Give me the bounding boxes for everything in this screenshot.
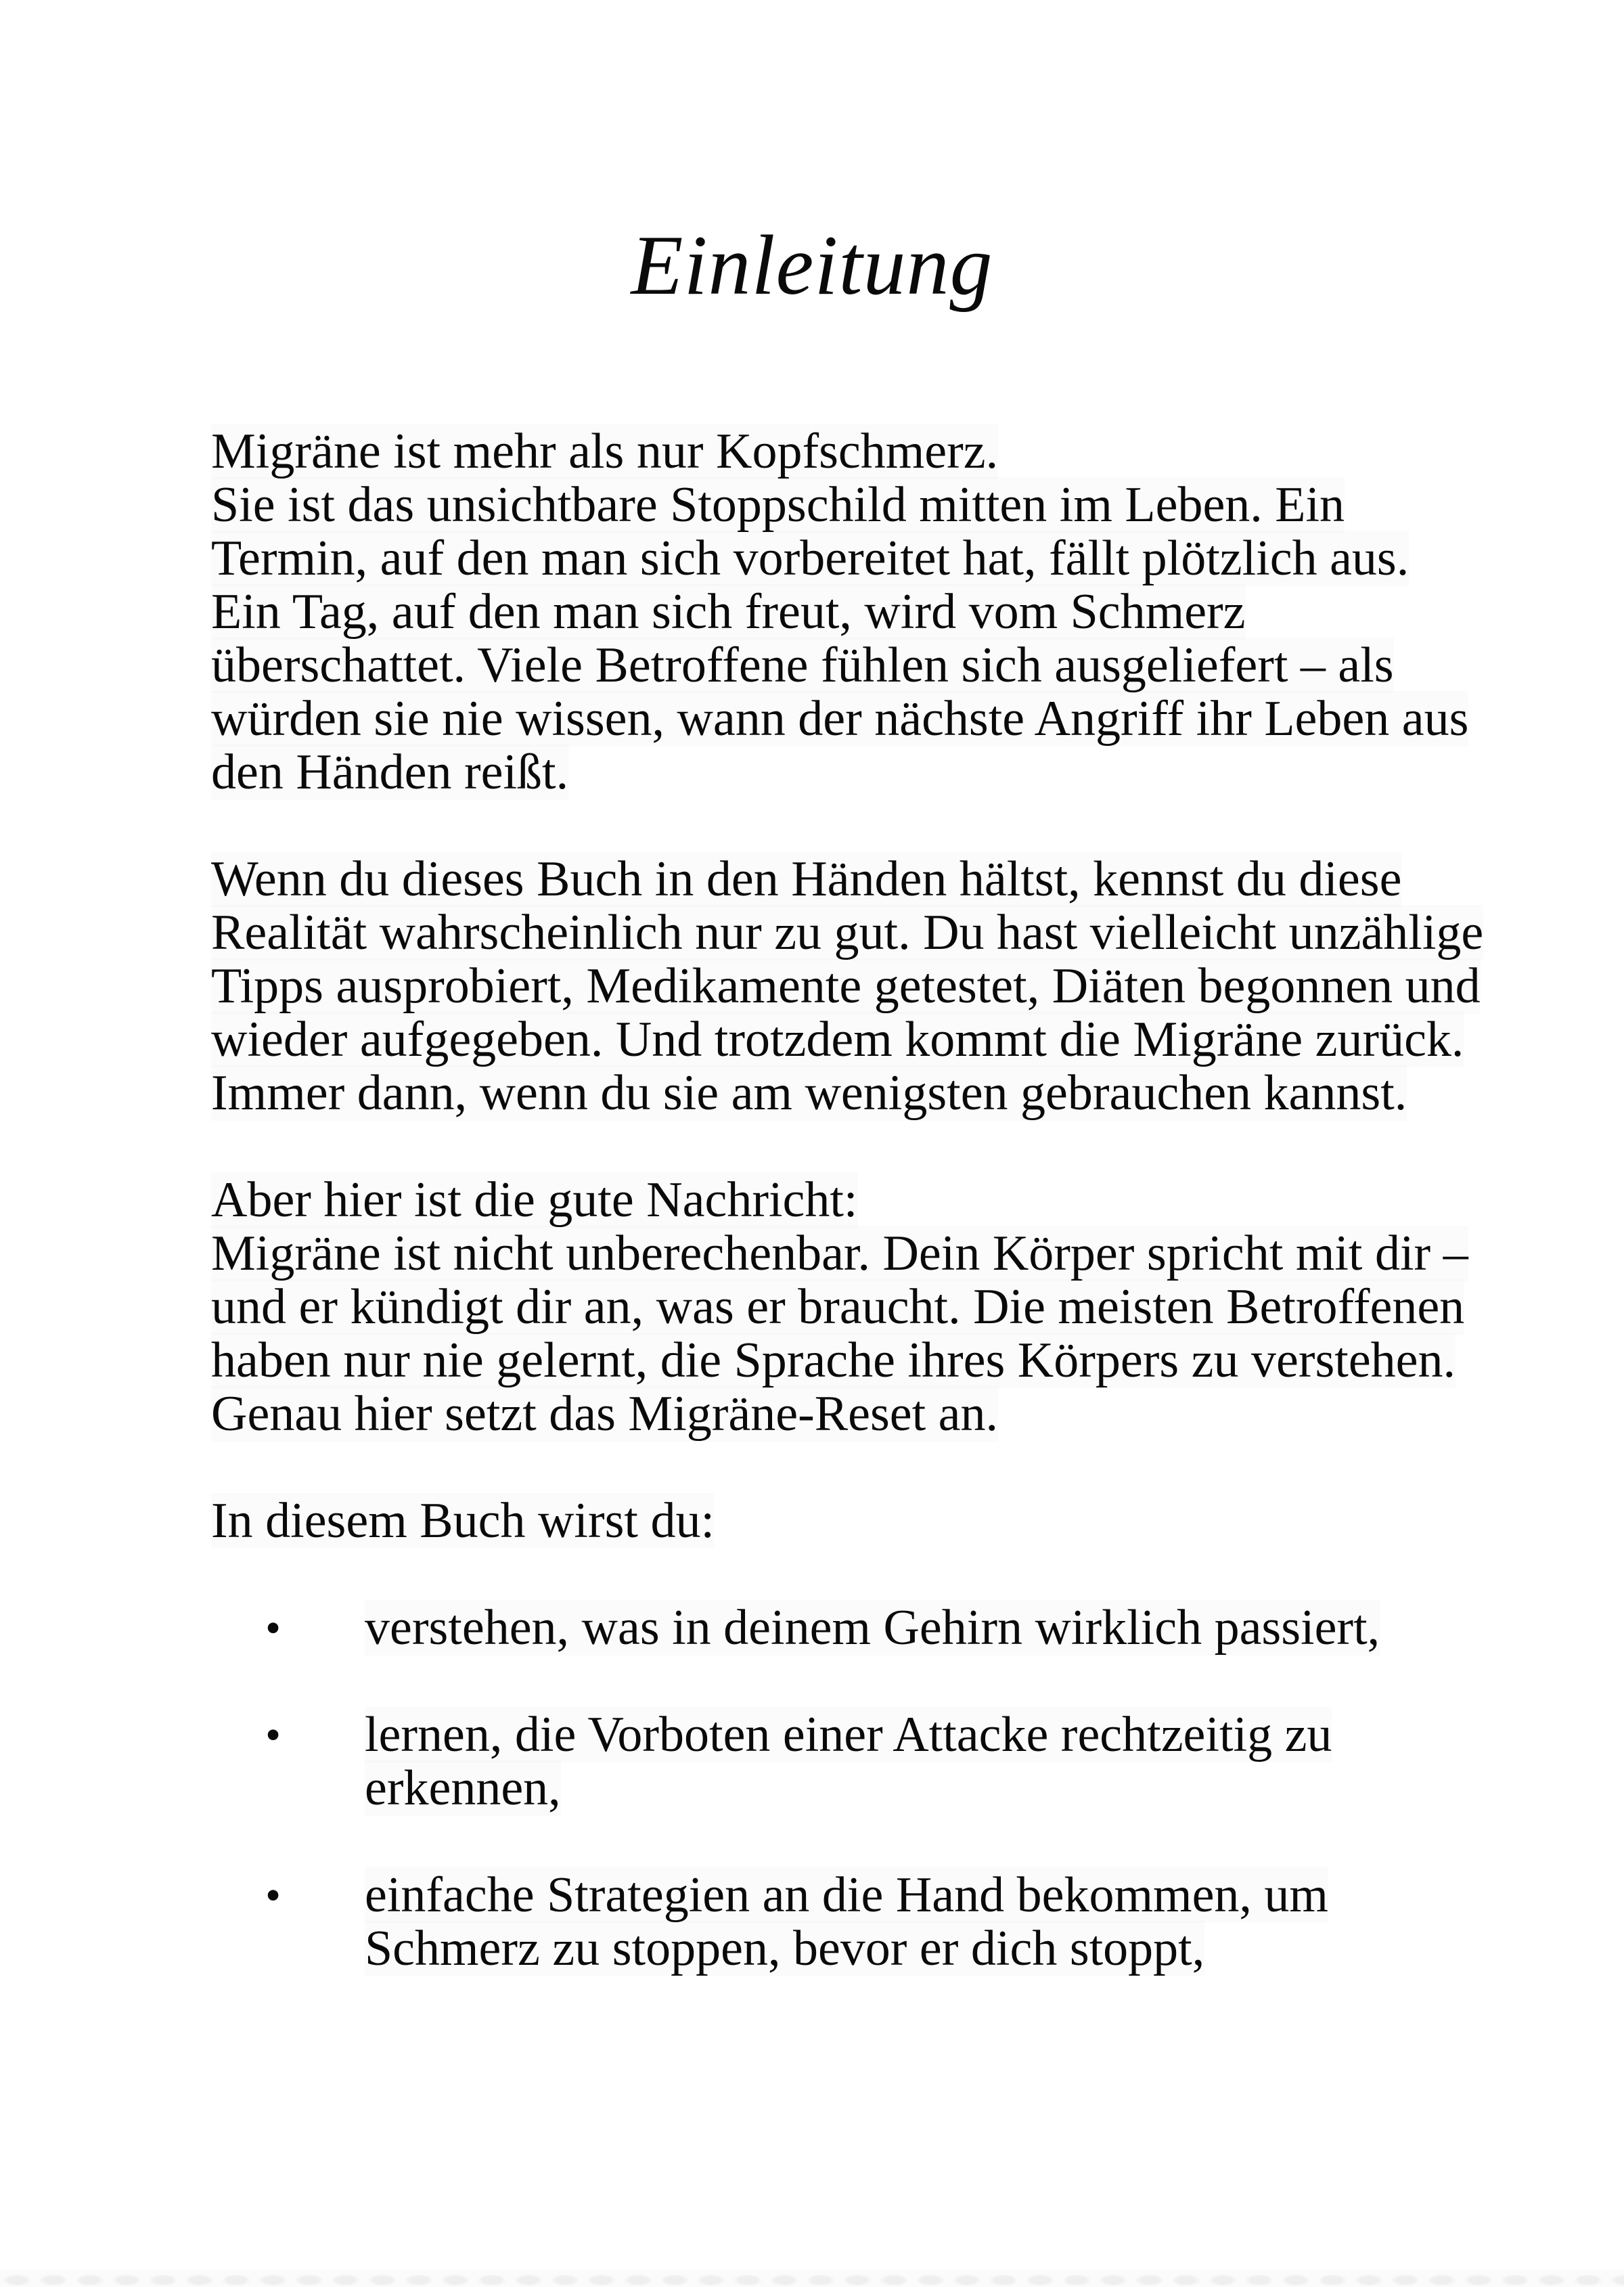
text-line: haben nur nie gelernt, die Sprache ihres Körpers zu verstehen.: [211, 1333, 1456, 1388]
text-line: lernen, die Vorboten einer Attacke rechtzeitig zu: [365, 1707, 1332, 1762]
bullet-icon: •: [265, 1603, 281, 1653]
text-line: Migräne ist nicht unberechenbar. Dein Körper spricht mit dir –: [211, 1226, 1468, 1281]
text-line: wieder aufgegeben. Und trotzdem kommt die Migräne zurück.: [211, 1012, 1464, 1067]
text-line: In diesem Buch wirst du:: [211, 1493, 715, 1549]
page-body: [0, 425, 1624, 1976]
bullet-text: [365, 1708, 1502, 1815]
text-line: würden sie nie wissen, wann der nächste Angriff ihr Leben aus: [211, 691, 1469, 747]
bullet-icon: •: [265, 1871, 281, 1920]
text-line: überschattet. Viele Betroffene fühlen sich ausgeliefert – als: [211, 638, 1394, 693]
paragraph: [211, 853, 1502, 1120]
text-line: Schmerz zu stoppen, bevor er dich stoppt,: [365, 1921, 1205, 1976]
text-line: Termin, auf den man sich vorbereitet hat, fällt plötzlich aus.: [211, 531, 1409, 586]
text-line: Immer dann, wenn du sie am wenigsten gebrauchen kannst.: [211, 1065, 1407, 1121]
paragraph: [211, 1494, 1502, 1548]
paragraph: [211, 1174, 1502, 1441]
text-line: Tipps ausprobiert, Medikamente getestet, Diäten begonnen und: [211, 958, 1481, 1014]
page-edge-artifact: [0, 2269, 1624, 2287]
bullet-icon: •: [265, 1710, 281, 1760]
text-line: den Händen reißt.: [211, 745, 569, 800]
text-line: Aber hier ist die gute Nachricht:: [211, 1172, 858, 1228]
text-line: Genau hier setzt das Migräne-Reset an.: [211, 1386, 999, 1442]
text-line: Ein Tag, auf den man sich freut, wird vom Schmerz: [211, 584, 1246, 640]
bullet-item: [211, 1869, 1502, 1976]
text-line: erkennen,: [365, 1760, 561, 1816]
bullet-text: [365, 1601, 1502, 1655]
text-line: Realität wahrscheinlich nur zu gut. Du hast vielleicht unzählige: [211, 905, 1484, 960]
text-line: verstehen, was in deinem Gehirn wirklich passiert,: [365, 1600, 1380, 1656]
text-line: Migräne ist mehr als nur Kopfschmerz.: [211, 424, 999, 479]
bullet-text: [365, 1869, 1502, 1976]
text-line: einfache Strategien an die Hand bekommen, um: [365, 1867, 1328, 1923]
text-line: und er kündigt dir an, was er braucht. Die meisten Betroffenen: [211, 1279, 1465, 1335]
paragraph: [211, 425, 1502, 799]
text-line: Wenn du dieses Buch in den Händen hältst, kennst du diese: [211, 851, 1402, 907]
page-title: Einleitung: [631, 219, 993, 313]
text-line: Sie ist das unsichtbare Stoppschild mitten im Leben. Ein: [211, 477, 1345, 533]
bullet-item: [211, 1601, 1502, 1655]
bullet-item: [211, 1708, 1502, 1815]
